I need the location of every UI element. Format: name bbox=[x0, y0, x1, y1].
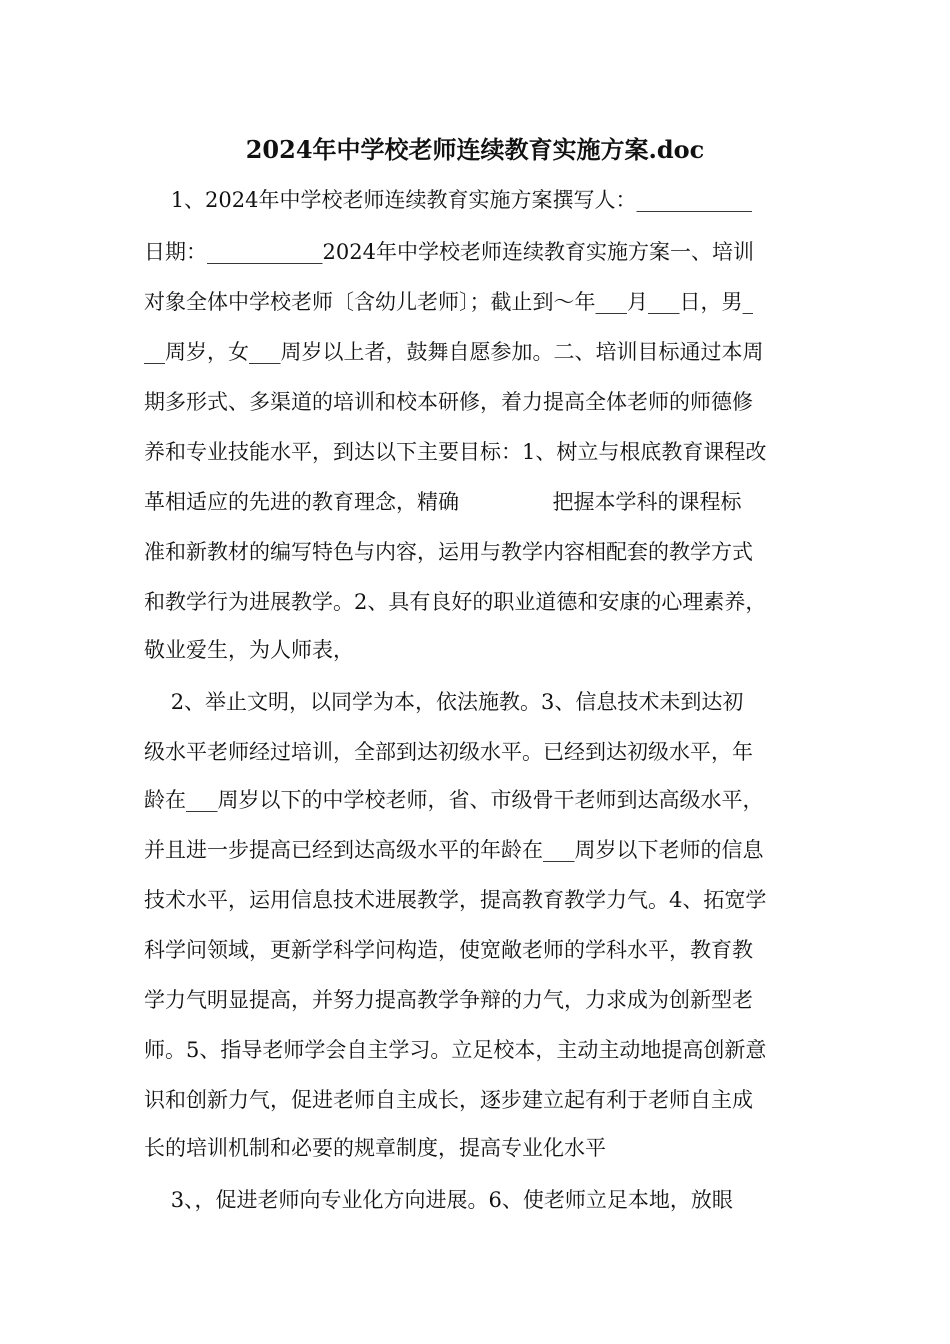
body-line: 养和专业技能水平，到达以下主要目标：1、树立与根底教育课程改 bbox=[144, 440, 767, 464]
body-line: 长的培训机制和必要的规章制度，提高专业化水平 bbox=[144, 1136, 606, 1160]
body-line: 期多形式、多渠道的培训和校本研修，着力提高全体老师的师德修 bbox=[144, 390, 753, 414]
body-line: 革相适应的先进的教育理念，精确 把握本学科的课程标 bbox=[144, 490, 742, 514]
body-line: 3、，促进老师向专业化方向进展。6、使老师立足本地，放眼 bbox=[144, 1188, 733, 1212]
body-line: 学力气明显提高，并努力提高教学争辩的力气，力求成为创新型老 bbox=[144, 988, 753, 1012]
body-line: 2、举止文明，以同学为本，依法施教。3、信息技术未到达初 bbox=[144, 690, 744, 714]
body-line: 科学问领域，更新学科学问构造，使宽敞老师的学科水平，教育教 bbox=[144, 938, 753, 962]
body-line: 并且进一步提高已经到达高级水平的年龄在___周岁以下老师的信息 bbox=[144, 838, 764, 862]
body-line: 敬业爱生，为人师表， bbox=[144, 638, 354, 662]
body-line: 日期：___________2024年中学校老师连续教育实施方案一、培训 bbox=[144, 240, 754, 264]
body-line: 准和新教材的编写特色与内容，运用与教学内容相配套的教学方式 bbox=[144, 540, 753, 564]
body-line: __周岁，女___周岁以上者，鼓舞自愿参加。二、培训目标通过本周 bbox=[144, 340, 764, 364]
body-line: 师。5、指导老师学会自主学习。立足校本，主动主动地提高创新意 bbox=[144, 1038, 767, 1062]
body-line: 级水平老师经过培训，全部到达初级水平。已经到达初级水平，年 bbox=[144, 740, 753, 764]
body-line: 和教学行为进展教学。2、具有良好的职业道德和安康的心理素养， bbox=[144, 590, 767, 614]
body-line: 龄在___周岁以下的中学校老师，省、市级骨干老师到达高级水平， bbox=[144, 788, 764, 812]
document-title: 2024年中学校老师连续教育实施方案.doc bbox=[245, 135, 705, 164]
body-line: 识和创新力气，促进老师自主成长，逐步建立起有利于老师自主成 bbox=[144, 1088, 753, 1112]
body-line: 1、2024年中学校老师连续教育实施方案撰写人：___________ bbox=[144, 188, 753, 212]
body-line: 技术水平，运用信息技术进展教学，提高教育教学力气。4、拓宽学 bbox=[144, 888, 767, 912]
body-line: 对象全体中学校老师〔含幼儿老师〕；截止到～年___月___日，男_ bbox=[144, 290, 753, 314]
